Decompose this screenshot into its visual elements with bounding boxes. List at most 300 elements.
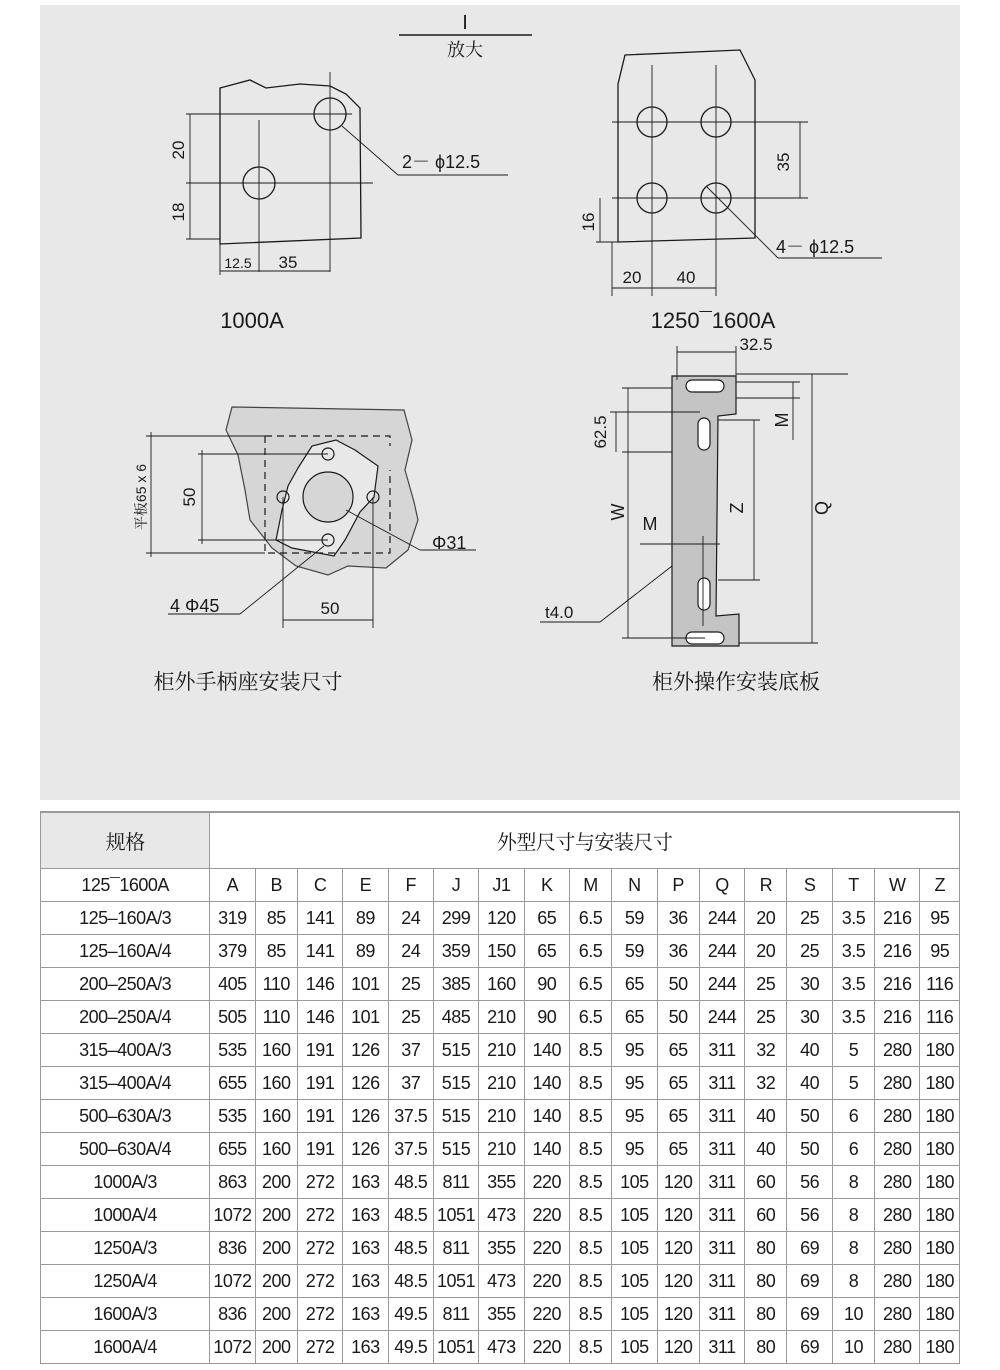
cell-m: 6.5	[569, 902, 611, 935]
cell-k: 65	[524, 902, 569, 935]
cell-t: 3.5	[832, 935, 874, 968]
cell-r: 80	[745, 1331, 787, 1364]
caption-handle-seat: 柜外手柄座安装尺寸	[153, 671, 343, 694]
cell-b: 85	[255, 902, 297, 935]
cell-w: 280	[875, 1034, 920, 1067]
cell-r: 20	[745, 935, 787, 968]
table-row	[41, 902, 960, 935]
cell-k: 90	[524, 968, 569, 1001]
cell-r: 40	[745, 1133, 787, 1166]
cell-p: 65	[657, 1100, 699, 1133]
row-spec: 1600A/4	[41, 1331, 210, 1364]
cell-a: 655	[210, 1067, 255, 1100]
cell-t: 3.5	[832, 902, 874, 935]
cell-q: 244	[699, 1001, 744, 1034]
magnify-mark	[399, 12, 532, 60]
detail-1000a	[186, 72, 508, 275]
row-spec: 1250A/3	[41, 1232, 210, 1265]
handle-seat-diagram	[146, 407, 476, 628]
caption-1000a: 1000A	[220, 308, 284, 333]
cell-s: 56	[787, 1166, 832, 1199]
cell-s: 40	[787, 1034, 832, 1067]
cell-m: 8.5	[569, 1331, 611, 1364]
cell-j1: 210	[479, 1100, 524, 1133]
cell-f: 48.5	[388, 1232, 433, 1265]
cell-q: 311	[699, 1034, 744, 1067]
cell-t: 8	[832, 1166, 874, 1199]
cell-n: 95	[612, 1034, 657, 1067]
cell-f: 48.5	[388, 1199, 433, 1232]
dim-40: 40	[676, 268, 696, 287]
dim-20: 20	[169, 140, 188, 160]
cell-n: 59	[612, 902, 657, 935]
cell-c: 141	[297, 935, 342, 968]
cell-s: 30	[787, 968, 832, 1001]
cell-m: 6.5	[569, 968, 611, 1001]
cell-c: 146	[297, 1001, 342, 1034]
drawings-svg	[40, 5, 960, 800]
cell-j: 811	[433, 1232, 478, 1265]
magnify-label: 放大	[447, 40, 483, 60]
column-header-b: B	[255, 869, 297, 902]
cell-f: 24	[388, 935, 433, 968]
cell-w: 216	[875, 935, 920, 968]
cell-k: 140	[524, 1133, 569, 1166]
row-spec: 1000A/3	[41, 1166, 210, 1199]
cell-k: 140	[524, 1034, 569, 1067]
cell-n: 105	[612, 1232, 657, 1265]
cell-b: 200	[255, 1166, 297, 1199]
cell-k: 220	[524, 1298, 569, 1331]
cell-n: 105	[612, 1265, 657, 1298]
cell-a: 379	[210, 935, 255, 968]
cell-q: 311	[699, 1298, 744, 1331]
cell-w: 280	[875, 1133, 920, 1166]
cell-k: 140	[524, 1100, 569, 1133]
cell-e: 89	[343, 902, 388, 935]
cell-b: 110	[255, 1001, 297, 1034]
dim-20-b: 20	[622, 268, 642, 287]
cell-z: 180	[920, 1298, 960, 1331]
row-spec: 315–400A/4	[41, 1067, 210, 1100]
column-header-e: E	[343, 869, 388, 902]
cell-e: 89	[343, 935, 388, 968]
base-plate-diagram	[540, 346, 848, 646]
cell-j1: 473	[479, 1265, 524, 1298]
cell-a: 505	[210, 1001, 255, 1034]
spec-header: 规格	[41, 812, 210, 869]
cell-j: 515	[433, 1067, 478, 1100]
table-row	[41, 1133, 960, 1166]
cell-a: 535	[210, 1100, 255, 1133]
cell-q: 311	[699, 1133, 744, 1166]
cell-r: 25	[745, 968, 787, 1001]
cell-w: 216	[875, 968, 920, 1001]
row-spec: 1250A/4	[41, 1265, 210, 1298]
cell-q: 311	[699, 1067, 744, 1100]
dim-16: 16	[579, 212, 598, 232]
table-row	[41, 1232, 960, 1265]
cell-s: 69	[787, 1232, 832, 1265]
cell-w: 280	[875, 1199, 920, 1232]
cell-s: 56	[787, 1199, 832, 1232]
cell-f: 24	[388, 902, 433, 935]
dim-32-5: 32.5	[739, 335, 773, 354]
cell-e: 163	[343, 1331, 388, 1364]
cell-j1: 150	[479, 935, 524, 968]
cell-z: 180	[920, 1232, 960, 1265]
table-row	[41, 935, 960, 968]
cell-z: 180	[920, 1133, 960, 1166]
range-label: 125¯1600A	[41, 869, 210, 902]
cell-b: 200	[255, 1331, 297, 1364]
cell-e: 101	[343, 968, 388, 1001]
cell-t: 10	[832, 1331, 874, 1364]
row-spec: 125–160A/4	[41, 935, 210, 968]
table-row	[41, 1166, 960, 1199]
cell-f: 49.5	[388, 1298, 433, 1331]
cell-z: 95	[920, 902, 960, 935]
cell-b: 160	[255, 1100, 297, 1133]
cell-j1: 355	[479, 1232, 524, 1265]
cell-r: 60	[745, 1199, 787, 1232]
cell-f: 37	[388, 1067, 433, 1100]
cell-b: 200	[255, 1265, 297, 1298]
cell-r: 60	[745, 1166, 787, 1199]
cell-k: 220	[524, 1265, 569, 1298]
cell-t: 3.5	[832, 1001, 874, 1034]
cell-c: 272	[297, 1331, 342, 1364]
cell-f: 48.5	[388, 1166, 433, 1199]
cell-w: 280	[875, 1331, 920, 1364]
cell-p: 120	[657, 1199, 699, 1232]
cell-c: 191	[297, 1100, 342, 1133]
cell-j: 485	[433, 1001, 478, 1034]
cell-t: 8	[832, 1232, 874, 1265]
cell-e: 163	[343, 1166, 388, 1199]
cell-j1: 210	[479, 1001, 524, 1034]
cell-k: 90	[524, 1001, 569, 1034]
cell-w: 280	[875, 1100, 920, 1133]
row-spec: 500–630A/3	[41, 1100, 210, 1133]
caption-1250-1600a: 1250¯1600A	[650, 308, 776, 333]
cell-w: 280	[875, 1265, 920, 1298]
column-header-c: C	[297, 869, 342, 902]
cell-p: 65	[657, 1067, 699, 1100]
dim-35: 35	[278, 253, 298, 272]
cell-j: 515	[433, 1034, 478, 1067]
cell-n: 65	[612, 1001, 657, 1034]
dim-18: 18	[169, 202, 188, 222]
cell-s: 69	[787, 1331, 832, 1364]
cell-q: 311	[699, 1100, 744, 1133]
table-row	[41, 1298, 960, 1331]
cell-w: 216	[875, 1001, 920, 1034]
cell-n: 95	[612, 1067, 657, 1100]
cell-z: 180	[920, 1034, 960, 1067]
cell-j1: 473	[479, 1331, 524, 1364]
cell-n: 95	[612, 1133, 657, 1166]
cell-r: 25	[745, 1001, 787, 1034]
table-row	[41, 1001, 960, 1034]
dim-35-b: 35	[774, 152, 793, 172]
cell-m: 8.5	[569, 1265, 611, 1298]
cell-m: 6.5	[569, 935, 611, 968]
cell-j: 1051	[433, 1331, 478, 1364]
cell-f: 48.5	[388, 1265, 433, 1298]
cell-r: 32	[745, 1067, 787, 1100]
column-header-n: N	[612, 869, 657, 902]
cell-p: 120	[657, 1331, 699, 1364]
cell-a: 319	[210, 902, 255, 935]
magnify-roman: I	[462, 12, 468, 34]
cell-m: 8.5	[569, 1298, 611, 1331]
cell-z: 180	[920, 1100, 960, 1133]
row-spec: 125–160A/3	[41, 902, 210, 935]
table-row	[41, 1265, 960, 1298]
column-header-q: Q	[699, 869, 744, 902]
cell-e: 101	[343, 1001, 388, 1034]
column-header-f: F	[388, 869, 433, 902]
cell-r: 20	[745, 902, 787, 935]
cell-t: 6	[832, 1133, 874, 1166]
cell-t: 3.5	[832, 968, 874, 1001]
dim-holes: 4 Φ45	[170, 596, 220, 616]
cell-j: 1051	[433, 1199, 478, 1232]
dim-thickness: t4.0	[545, 603, 574, 622]
cell-n: 105	[612, 1199, 657, 1232]
column-header-w: W	[875, 869, 920, 902]
cell-c: 272	[297, 1166, 342, 1199]
cell-m: 8.5	[569, 1100, 611, 1133]
hole-note-1250: 4－ ϕ12.5	[776, 237, 855, 257]
cell-p: 120	[657, 1232, 699, 1265]
cell-k: 140	[524, 1067, 569, 1100]
row-spec: 1000A/4	[41, 1199, 210, 1232]
cell-r: 80	[745, 1298, 787, 1331]
cell-n: 65	[612, 968, 657, 1001]
cell-k: 220	[524, 1166, 569, 1199]
cell-t: 5	[832, 1067, 874, 1100]
cell-c: 272	[297, 1199, 342, 1232]
cell-c: 141	[297, 902, 342, 935]
cell-q: 244	[699, 935, 744, 968]
cell-s: 25	[787, 902, 832, 935]
cell-q: 311	[699, 1166, 744, 1199]
cell-q: 311	[699, 1232, 744, 1265]
cell-a: 1072	[210, 1199, 255, 1232]
cell-t: 5	[832, 1034, 874, 1067]
cell-a: 535	[210, 1034, 255, 1067]
cell-q: 244	[699, 902, 744, 935]
cell-z: 180	[920, 1166, 960, 1199]
cell-j: 385	[433, 968, 478, 1001]
cell-m: 8.5	[569, 1133, 611, 1166]
row-spec: 500–630A/4	[41, 1133, 210, 1166]
cell-m: 8.5	[569, 1034, 611, 1067]
cell-j1: 160	[479, 968, 524, 1001]
column-header-r: R	[745, 869, 787, 902]
diagram-panel	[40, 5, 960, 800]
cell-j: 811	[433, 1298, 478, 1331]
cell-p: 120	[657, 1166, 699, 1199]
column-header-t: T	[832, 869, 874, 902]
dim-plate: 平板65 x 6	[133, 463, 149, 531]
cell-s: 50	[787, 1100, 832, 1133]
cell-k: 220	[524, 1199, 569, 1232]
cell-w: 280	[875, 1166, 920, 1199]
cell-q: 311	[699, 1265, 744, 1298]
cell-p: 65	[657, 1133, 699, 1166]
cell-b: 200	[255, 1199, 297, 1232]
cell-n: 95	[612, 1100, 657, 1133]
cell-n: 105	[612, 1331, 657, 1364]
dim-phi31: Φ31	[432, 533, 467, 553]
cell-w: 280	[875, 1298, 920, 1331]
row-spec: 200–250A/4	[41, 1001, 210, 1034]
row-spec: 200–250A/3	[41, 968, 210, 1001]
cell-a: 836	[210, 1232, 255, 1265]
cell-t: 10	[832, 1298, 874, 1331]
table-row	[41, 1034, 960, 1067]
row-spec: 1600A/3	[41, 1298, 210, 1331]
cell-m: 8.5	[569, 1199, 611, 1232]
cell-s: 40	[787, 1067, 832, 1100]
cell-p: 120	[657, 1265, 699, 1298]
cell-n: 105	[612, 1166, 657, 1199]
cell-j: 515	[433, 1133, 478, 1166]
column-header-row	[41, 869, 960, 902]
cell-s: 69	[787, 1265, 832, 1298]
cell-n: 59	[612, 935, 657, 968]
cell-e: 126	[343, 1100, 388, 1133]
cell-m: 8.5	[569, 1166, 611, 1199]
cell-j: 299	[433, 902, 478, 935]
cell-c: 272	[297, 1232, 342, 1265]
detail-1250-1600a	[596, 50, 882, 296]
row-spec: 315–400A/3	[41, 1034, 210, 1067]
cell-f: 37	[388, 1034, 433, 1067]
cell-p: 50	[657, 968, 699, 1001]
column-header-p: P	[657, 869, 699, 902]
table-row	[41, 1100, 960, 1133]
cell-k: 220	[524, 1232, 569, 1265]
cell-f: 25	[388, 1001, 433, 1034]
cell-z: 180	[920, 1265, 960, 1298]
cell-m: 6.5	[569, 1001, 611, 1034]
cell-w: 280	[875, 1232, 920, 1265]
spec-table	[40, 811, 960, 1364]
cell-q: 244	[699, 968, 744, 1001]
cell-z: 116	[920, 968, 960, 1001]
cell-j1: 355	[479, 1298, 524, 1331]
dim-50-h: 50	[320, 599, 340, 618]
cell-z: 180	[920, 1199, 960, 1232]
cell-s: 69	[787, 1298, 832, 1331]
cell-p: 36	[657, 902, 699, 935]
cell-j: 811	[433, 1166, 478, 1199]
cell-b: 200	[255, 1232, 297, 1265]
cell-z: 180	[920, 1067, 960, 1100]
cell-s: 30	[787, 1001, 832, 1034]
cell-k: 65	[524, 935, 569, 968]
cell-s: 50	[787, 1133, 832, 1166]
cell-e: 126	[343, 1034, 388, 1067]
cell-r: 80	[745, 1265, 787, 1298]
cell-p: 120	[657, 1298, 699, 1331]
cell-z: 180	[920, 1331, 960, 1364]
cell-j: 1051	[433, 1265, 478, 1298]
cell-m: 8.5	[569, 1067, 611, 1100]
cell-p: 50	[657, 1001, 699, 1034]
dim-50-v: 50	[180, 487, 199, 507]
cell-a: 1072	[210, 1331, 255, 1364]
cell-p: 65	[657, 1034, 699, 1067]
table-row	[41, 1067, 960, 1100]
cell-e: 126	[343, 1133, 388, 1166]
cell-c: 191	[297, 1034, 342, 1067]
cell-c: 191	[297, 1067, 342, 1100]
cell-c: 272	[297, 1265, 342, 1298]
cell-c: 191	[297, 1133, 342, 1166]
cell-j1: 355	[479, 1166, 524, 1199]
column-header-k: K	[524, 869, 569, 902]
cell-b: 160	[255, 1133, 297, 1166]
dim-m-mid: M	[642, 514, 658, 534]
cell-b: 110	[255, 968, 297, 1001]
cell-j: 359	[433, 935, 478, 968]
cell-a: 655	[210, 1133, 255, 1166]
cell-f: 25	[388, 968, 433, 1001]
cell-p: 36	[657, 935, 699, 968]
cell-f: 37.5	[388, 1100, 433, 1133]
cell-r: 80	[745, 1232, 787, 1265]
cell-q: 311	[699, 1331, 744, 1364]
table-header-row	[41, 812, 960, 869]
cell-a: 863	[210, 1166, 255, 1199]
cell-j: 515	[433, 1100, 478, 1133]
cell-e: 163	[343, 1265, 388, 1298]
cell-t: 6	[832, 1100, 874, 1133]
cell-r: 40	[745, 1100, 787, 1133]
column-header-j1: J1	[479, 869, 524, 902]
cell-j1: 473	[479, 1199, 524, 1232]
cell-t: 8	[832, 1265, 874, 1298]
cell-w: 280	[875, 1067, 920, 1100]
cell-j1: 210	[479, 1133, 524, 1166]
caption-base-plate: 柜外操作安装底板	[652, 671, 820, 694]
column-header-s: S	[787, 869, 832, 902]
cell-a: 836	[210, 1298, 255, 1331]
table-row	[41, 1199, 960, 1232]
cell-w: 216	[875, 902, 920, 935]
cell-a: 405	[210, 968, 255, 1001]
cell-f: 37.5	[388, 1133, 433, 1166]
cell-j1: 210	[479, 1067, 524, 1100]
dim-62-5: 62.5	[591, 415, 610, 449]
table-row	[41, 1331, 960, 1364]
cell-s: 25	[787, 935, 832, 968]
column-header-a: A	[210, 869, 255, 902]
cell-b: 85	[255, 935, 297, 968]
cell-c: 146	[297, 968, 342, 1001]
column-header-m: M	[569, 869, 611, 902]
cell-z: 116	[920, 1001, 960, 1034]
column-header-z: Z	[920, 869, 960, 902]
cell-f: 49.5	[388, 1331, 433, 1364]
dim-z: Z	[727, 502, 747, 514]
cell-n: 105	[612, 1298, 657, 1331]
